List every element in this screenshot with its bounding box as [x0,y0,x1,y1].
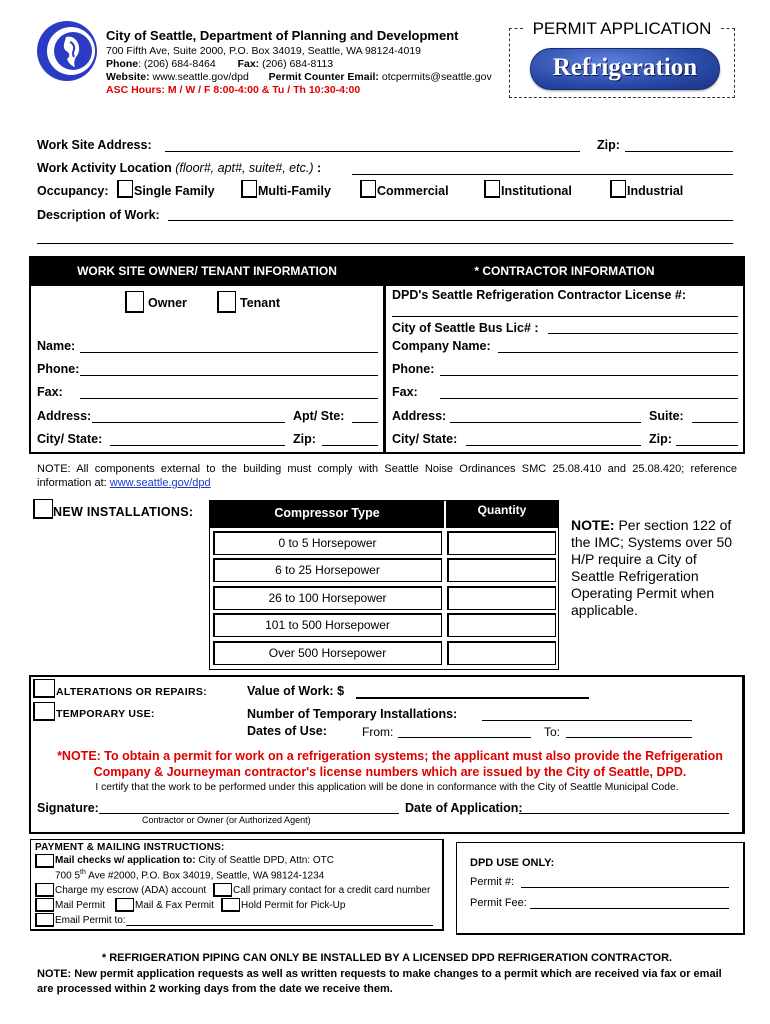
noise-note-link[interactable]: www.seattle.gov/dpd [109,477,211,489]
footer-line-1: * REFRIGERATION PIPING CAN ONLY BE INSTALLED BY A LICENSED DPD REFRIGERATION CONTRACTOR. [101,952,673,964]
payment-address-sup: th [80,869,86,876]
owner-phone-field[interactable] [80,375,378,376]
work-activity-label: Work Activity Location [37,161,172,175]
compressor-type-label: 6 to 25 Horsepower [275,563,380,577]
installations-note-text: Per section 122 of the IMC; Systems over 50 H/P require a City of Seattle Refrigeration Operating Permit when applicable. [571,517,733,618]
compressor-type-label: 0 to 5 Horsepower [278,536,377,550]
owner-address-label: Address: [37,409,92,423]
owner-phone-label: Phone: [37,362,80,376]
value-of-work-label: Value of Work: $ [247,684,345,698]
quantity-input-cell[interactable] [447,531,556,555]
noise-note [37,462,737,490]
email-value: otcpermits@seattle.gov [378,71,492,83]
quantity-header: Quantity [446,501,558,528]
contractor-fax-label: Fax: [392,385,418,399]
site-zip-field[interactable] [625,151,733,152]
quantity-input-cell[interactable] [447,641,556,665]
footer-line-2: NOTE: New permit application requests as well as written requests to make changes to a permit which are received via fax or email are processed within 2 working days from the date we receive them. [37,968,722,995]
email-permit-label: Email Permit to: [55,915,126,926]
occ-institutional-label: Institutional [501,184,572,198]
badge-text: Refrigeration [552,54,698,81]
to-label: To: [544,725,561,739]
alterations-checkbox[interactable] [33,679,55,698]
owner-fax-field[interactable] [80,398,378,399]
org-website-email [106,71,492,83]
org-address: 700 Fifth Ave, Suite 2000, P.O. Box 34019, Seattle, WA 98124-4019 [106,45,422,57]
dpd-permit-fee-field[interactable] [530,908,729,909]
compressor-type-label: Over 500 Horsepower [268,646,387,660]
call-primary-label: Call primary contact for a credit card number [233,885,431,896]
to-field[interactable] [566,737,692,738]
quantity-input-cell[interactable] [447,613,556,637]
red-note: *NOTE: To obtain a permit for work on a refrigeration systems; the applicant must also provide the Refrigeration Company & Journeyman contractor's license numbers which are issued by the City of Seattle, DPD. [57,749,723,779]
from-field[interactable] [398,737,531,738]
contractor-bus-lic-field[interactable] [548,333,738,334]
installations-note [571,517,737,619]
contractor-company-label: Company Name: [392,339,491,353]
payment-address [55,869,324,881]
contractor-city-label: City/ State: [392,432,458,446]
contractor-address-label: Address: [392,409,447,423]
contractor-license-label: DPD's Seattle Refrigeration Contractor License #: [392,288,687,302]
compressor-type-header: Compressor Type [210,501,444,528]
work-site-address-label: Work Site Address: [37,138,152,152]
dpd-box [456,842,745,935]
mail-checks-bold: Mail checks w/ application to: [55,855,196,866]
occupancy-label: Occupancy: [37,184,109,198]
owner-name-field[interactable] [80,352,378,353]
owner-city-field[interactable] [110,445,285,446]
occ-industrial-checkbox[interactable] [610,180,626,198]
certify-text: I certify that the work to be performed under this application will be done in conformance with the City of Seattle Municipal Code. [95,782,679,793]
quantity-input-cell[interactable] [447,558,556,582]
tenant-label: Tenant [240,296,281,310]
permit-title: PERMIT APPLICATION [532,19,712,38]
owner-address-field[interactable] [92,422,285,423]
compressor-type-cell [213,558,442,582]
contractor-address-field[interactable] [450,422,641,423]
value-of-work-field[interactable] [356,697,589,699]
work-site-address-field[interactable] [165,151,580,152]
temporary-use-checkbox[interactable] [33,702,55,721]
asc-hours: ASC Hours: M / W / F 8:00-4:00 & Tu / Th 10:30-4:00 [106,84,361,96]
contractor-phone-field[interactable] [440,375,738,376]
compressor-type-cell [213,586,442,610]
mail-checks-text [55,855,334,866]
description-label: Description of Work: [37,208,160,222]
occ-commercial-label: Commercial [377,184,449,198]
owner-name-label: Name: [37,339,76,353]
work-activity-field[interactable] [352,174,733,175]
contractor-suite-field[interactable] [692,422,738,423]
occ-single-family-checkbox[interactable] [117,180,133,198]
work-activity-colon: : [313,161,322,175]
owner-apt-field[interactable] [352,422,378,423]
occ-multi-family-checkbox[interactable] [241,180,257,198]
escrow-checkbox[interactable] [35,883,54,897]
owner-fax-label: Fax: [37,385,63,399]
hold-permit-checkbox[interactable] [221,898,240,912]
dpd-permit-no-field[interactable] [521,887,729,888]
alterations-label: ALTERATIONS OR REPAIRS: [56,686,207,698]
owner-checkbox[interactable] [125,291,144,313]
owner-label: Owner [148,296,187,310]
contractor-zip-field[interactable] [676,445,738,446]
contractor-city-field[interactable] [466,445,641,446]
noise-note-text: NOTE: All components external to the building must comply with Seattle Noise Ordinances SMC 25.08.410 and 25.08.420; reference information at: [37,463,737,489]
email-label: Permit Counter Email: [268,71,379,83]
owner-city-label: City/ State: [37,432,103,446]
owner-apt-label: Apt/ Ste: [293,409,345,423]
payment-header: PAYMENT & MAILING INSTRUCTIONS: [35,842,225,853]
fax-label: Fax: [237,58,260,70]
date-of-application-field[interactable] [519,813,729,814]
contractor-company-field[interactable] [498,352,738,353]
description-field-1[interactable] [168,220,733,221]
mail-checks-value: City of Seattle DPD, Attn: OTC [195,855,334,866]
num-temp-label: Number of Temporary Installations: [247,707,458,721]
occ-commercial-checkbox[interactable] [360,180,376,198]
contractor-bus-lic-label: City of Seattle Bus Lic# : [392,321,539,335]
city-seal-logo [36,20,98,82]
org-name: City of Seattle, Department of Planning and Development [106,28,459,43]
contractor-license-field[interactable] [392,316,738,317]
occ-multi-family-label: Multi-Family [258,184,331,198]
signature-field[interactable] [99,813,399,814]
contractor-fax-field[interactable] [440,398,738,399]
occ-institutional-checkbox[interactable] [484,180,500,198]
mail-checks-checkbox[interactable] [35,854,54,868]
alterations-box-top [29,675,745,677]
quantity-input-cell[interactable] [447,586,556,610]
signature-label: Signature: [37,801,99,815]
phone-value: : (206) 684-8464 [138,58,216,70]
owner-header: WORK SITE OWNER/ TENANT INFORMATION [31,258,383,285]
site-zip-label: Zip: [597,138,620,152]
mail-permit-checkbox[interactable] [35,898,54,912]
website-label: Website: [106,71,150,83]
work-activity-row [37,161,321,175]
owner-zip-label: Zip: [293,432,316,446]
occ-industrial-label: Industrial [627,184,684,198]
tenant-checkbox[interactable] [217,291,236,313]
from-label: From: [362,725,394,739]
org-phone-fax [106,58,333,70]
date-of-application-label: Date of Application: [405,801,523,815]
installations-note-bold: NOTE: [571,517,615,533]
mail-permit-label: Mail Permit [55,900,106,911]
mail-fax-checkbox[interactable] [115,898,134,912]
phone-label: Phone [106,58,139,70]
compressor-type-cell [213,613,442,637]
work-activity-hint: (floor#, apt#, suite#, etc.) [175,161,314,175]
refrigeration-badge [530,48,720,90]
fax-value: (206) 684-8113 [259,58,334,70]
occ-single-family-label: Single Family [134,184,215,198]
permit-title-bg-right [721,28,735,29]
owner-zip-field[interactable] [322,445,378,446]
dpd-permit-fee-label: Permit Fee: [470,897,527,909]
email-permit-field[interactable] [126,925,433,926]
call-primary-checkbox[interactable] [213,883,232,897]
contractor-suite-label: Suite: [649,409,684,423]
new-installations-checkbox[interactable] [33,499,53,519]
dpd-header: DPD USE ONLY: [470,857,555,869]
temporary-use-label: TEMPORARY USE: [56,708,155,720]
num-temp-field[interactable] [482,720,692,721]
owner-contractor-divider [383,258,386,452]
dates-of-use-label: Dates of Use: [247,724,327,738]
dpd-permit-no-label: Permit #: [470,876,515,888]
website-value: www.seattle.gov/dpd [149,71,249,83]
compressor-type-label: 101 to 500 Horsepower [265,618,390,632]
contractor-header: * CONTRACTOR INFORMATION [386,258,743,285]
email-permit-checkbox[interactable] [35,913,54,927]
compressor-type-label: 26 to 100 Horsepower [268,591,387,605]
payment-address-pre: 700 5 [55,870,81,882]
compressor-type-cell [213,531,442,555]
contractor-phone-label: Phone: [392,362,435,376]
description-field-2[interactable] [37,243,733,244]
payment-address-post: Ave #2000, P.O. Box 34019, Seattle, WA 98124-1234 [85,870,325,882]
escrow-label: Charge my escrow (ADA) account [55,885,207,896]
signature-caption: Contractor or Owner (or Authorized Agent) [142,815,311,825]
mail-fax-label: Mail & Fax Permit [135,900,214,911]
permit-title-bg-left [509,28,523,29]
new-installations-label: NEW INSTALLATIONS: [53,505,194,519]
hold-permit-label: Hold Permit for Pick-Up [241,900,346,911]
owner-header-underline [31,285,743,286]
contractor-zip-label: Zip: [649,432,672,446]
compressor-type-cell [213,641,442,665]
